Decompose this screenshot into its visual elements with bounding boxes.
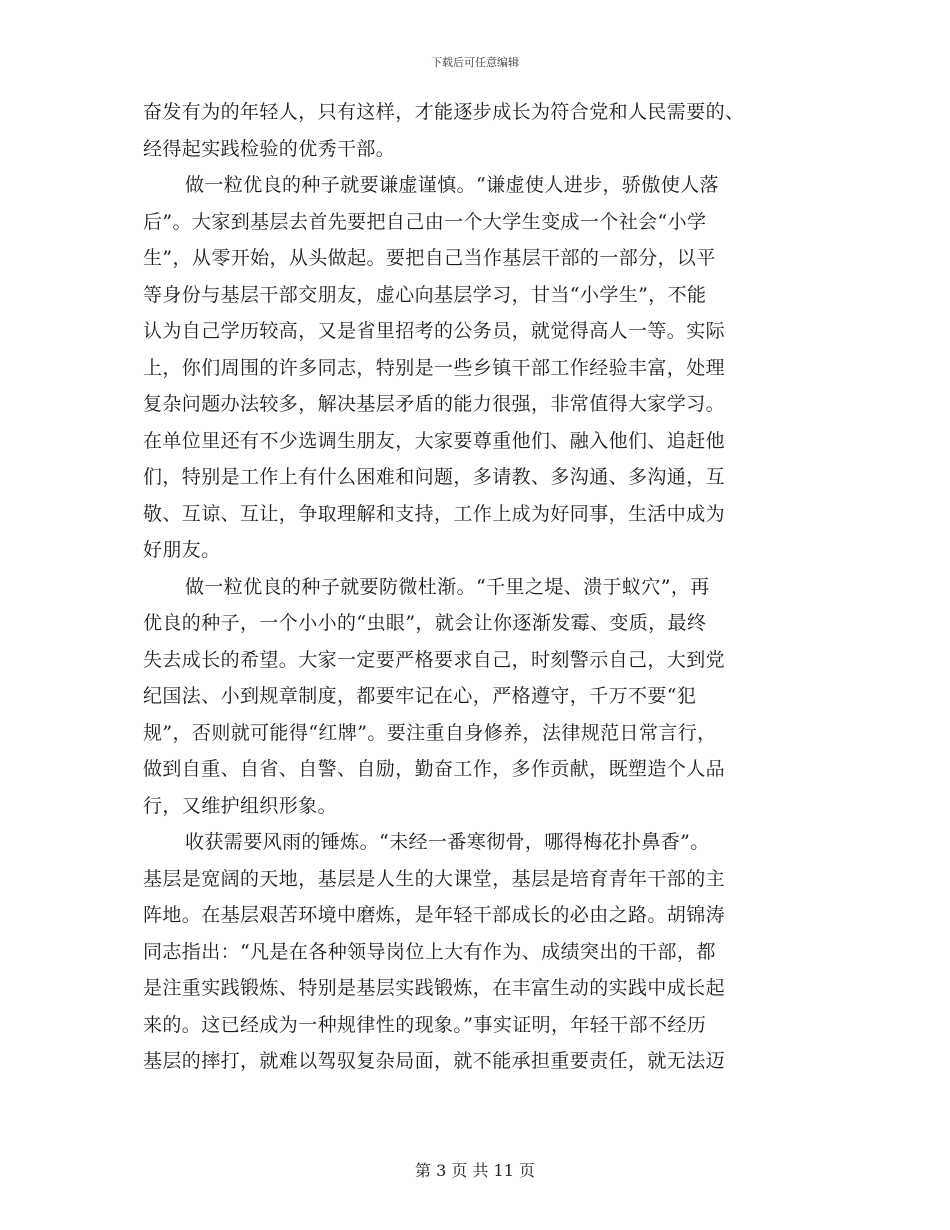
- text-line: 失去成长的希望。大家一定要严格要求自己，时刻警示自己，大到党: [143, 648, 726, 671]
- text-line: 纪国法、小到规章制度，都要牢记在心，严格遵守，千万不要“犯: [143, 685, 697, 707]
- page-footer: 第 3 页 共 11 页: [415, 1161, 535, 1180]
- text-line: 们，特别是工作上有什么困难和问题，多请教、多沟通、多沟通，互: [143, 466, 726, 488]
- body-text: [143, 94, 807, 1080]
- text-line: 基层的摔打，就难以驾驭复杂局面，就不能承担重要责任，就无法迈: [143, 1050, 726, 1072]
- text-line: 基层是宽阔的天地，基层是人生的大课堂，基层是培育青年干部的主: [143, 867, 726, 890]
- text-line: 生”，从零开始，从头做起。要把自己当作基层干部的一部分，以平: [143, 247, 716, 269]
- text-line: 规”，否则就可能得“红牌”。要注重自身修养，法律规范日常言行，: [143, 721, 717, 744]
- text-line: 复杂问题办法较多，解决基层矛盾的能力很强，非常值得大家学习。: [143, 393, 726, 415]
- page-header: 下载后可任意编辑: [431, 56, 519, 69]
- text-line: 同志指出：“凡是在各种领导岗位上大有作为、成绩突出的干部，都: [143, 940, 716, 963]
- text-line: 在单位里还有不少选调生朋友，大家要尊重他们、融入他们、追赶他: [143, 429, 726, 452]
- text-line: 后”。大家到基层去首先要把自己由一个大学生变成一个社会“小学: [143, 210, 707, 233]
- text-line: 好朋友。: [143, 539, 221, 561]
- text-line: 等身份与基层干部交朋友，虚心向基层学习，甘当“小学生”，不能: [143, 283, 707, 306]
- text-line: 优良的种子，一个小小的“虫眼”，就会让你逐渐发霉、变质，最终: [143, 612, 707, 634]
- text-line: 做一粒优良的种子就要谦虚谨慎。“谦虚使人进步，骄傲使人落: [185, 174, 719, 196]
- text-line: 收获需要风雨的锤炼。“未经一番寒彻骨，哪得梅花扑鼻香”。: [185, 831, 710, 853]
- text-line: 行，又维护组织形象。: [143, 794, 338, 817]
- text-line: 做到自重、自省、自警、自励，勤奋工作，多作贡献，既塑造个人品: [143, 758, 726, 780]
- text-line: 上，你们周围的许多同志，特别是一些乡镇干部工作经验丰富，处理: [143, 356, 726, 379]
- text-line: 奋发有为的年轻人，只有这样，才能逐步成长为符合党和人民需要的、: [143, 101, 745, 123]
- text-line: 经得起实践检验的优秀干部。: [143, 137, 396, 160]
- text-line: 来的。这已经成为一种规律性的现象。”事实证明，年轻干部不经历: [143, 1013, 707, 1036]
- text-line: 是注重实践锻炼、特别是基层实践锻炼，在丰富生动的实践中成长起: [143, 977, 726, 999]
- text-line: 阵地。在基层艰苦环境中磨炼，是年轻干部成长的必由之路。胡锦涛: [143, 904, 726, 926]
- text-line: 做一粒优良的种子就要防微杜渐。“千里之堤、溃于蚁穴”，再: [185, 575, 710, 598]
- text-line: 敬、互谅、互让，争取理解和支持，工作上成为好同事，生活中成为: [143, 502, 726, 525]
- text-line: 认为自己学历较高，又是省里招考的公务员，就觉得高人一等。实际: [143, 320, 726, 342]
